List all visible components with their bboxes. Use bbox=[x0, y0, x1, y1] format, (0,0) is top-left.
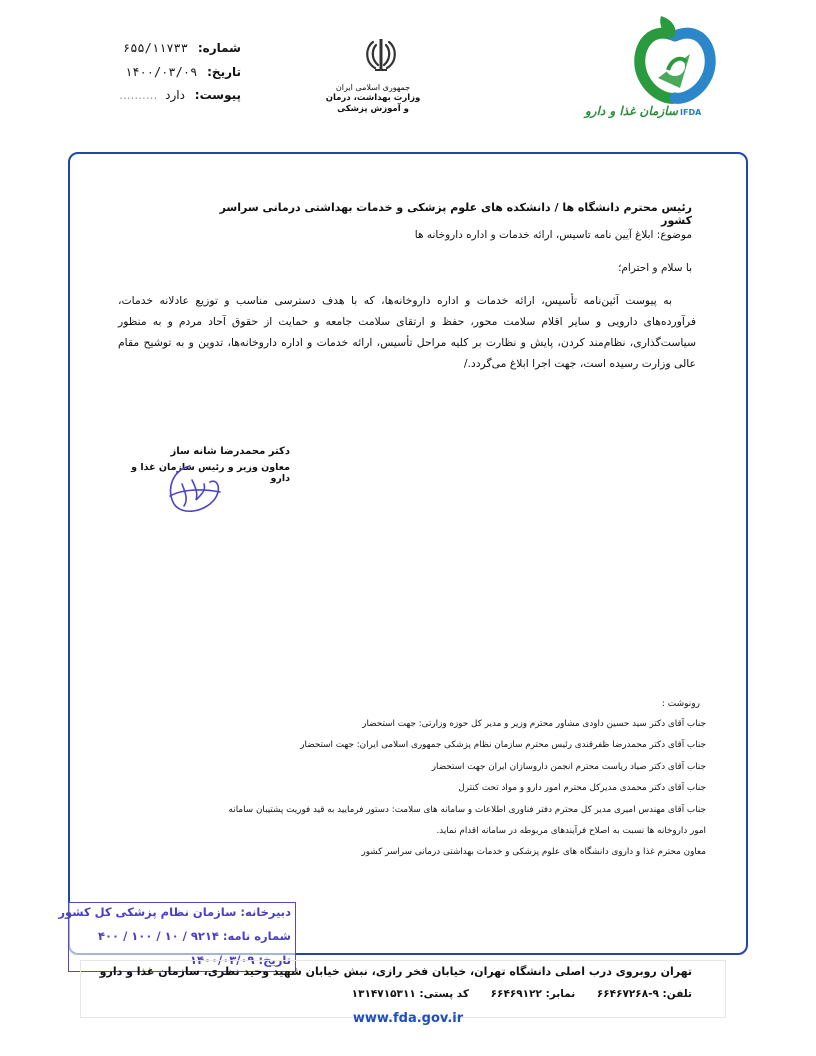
fda-logo-icon bbox=[628, 14, 722, 108]
letter-date-row bbox=[125, 65, 241, 79]
stamp-secretariat: دبیرخانه: سازمان نظام پزشکی کل کشور bbox=[58, 905, 291, 919]
letter-body: به پیوست آئین‌نامه تأسیس، ارائه خدمات و اداره داروخانه‌ها، که با هدف دسترسی مناسب و توزیع عادلانه خدمات، فرآورده‌های دارویی و سایر اقلام سلامت محور، حفظ و ارتقای سلامت جامعه و حمایت از حقوق آحاد مردم و به منظور سیاست‌گذاری، نظام‌مند کردن، پایش و نظارت بر کلیه مراحل تأسیس، ارائه خدمات و اداره داروخانه‌ها، تدوین و به توشیح مقام عالی وزارت رسیده است، جهت اجرا ابلاغ می‌گردد./ bbox=[118, 294, 696, 370]
cc-item: جناب آقای دکتر محمدرضا ظفرقندی رئیس محترم سازمان نظام پزشکی جمهوری اسلامی ایران: جهت استحضار bbox=[300, 740, 706, 751]
cc-item: امور داروخانه ها نسبت به اصلاح فرآیندهای مربوطه در سامانه اقدام نماید. bbox=[436, 826, 706, 837]
stamp-letter-number: شماره نامه: ۹۲۱۴ / ۱۰ / ۱۰۰ / ۴۰۰ bbox=[98, 929, 291, 943]
iran-emblem-icon bbox=[361, 36, 401, 74]
footer-address: تهران روبروی درب اصلی دانشگاه تهران، خیابان فخر رازی، نبش خیابان شهید وحید نظری، سازمان غذا و دارو bbox=[99, 965, 692, 978]
signer-title: معاون وزیر و رئیس سازمان غذا و دارو bbox=[131, 462, 290, 484]
attachment-dots: .......... bbox=[119, 88, 158, 102]
letter-number-label: شماره: bbox=[197, 41, 241, 55]
fda-abbr: IFDA bbox=[680, 108, 702, 117]
letter-number-row bbox=[123, 41, 241, 55]
ministry-line-2: و آموزش پزشکی bbox=[337, 104, 409, 114]
cc-title: رونوشت : bbox=[661, 699, 700, 709]
letter-attachment-row bbox=[119, 88, 241, 102]
letter-attachment-label: پیوست: bbox=[194, 88, 241, 102]
republic-name: جمهوری اسلامی ایران bbox=[335, 83, 411, 92]
letter-attachment-value: دارد bbox=[165, 88, 185, 102]
footer-phone: تلفن: ۹-۶۶۴۶۷۲۶۸ bbox=[596, 988, 692, 1000]
website-link[interactable]: www.fda.gov.ir bbox=[352, 1011, 464, 1026]
letter-date-value: ۱۴۰۰/۰۳/۰۹ bbox=[125, 65, 198, 79]
ministry-block bbox=[318, 82, 428, 115]
footer-postal-code: کد پستی: ۱۳۱۴۷۱۵۳۱۱ bbox=[351, 988, 469, 1000]
cc-item: جناب آقای دکتر محمدی مدیرکل محترم امور دارو و مواد تحت کنترل bbox=[458, 783, 706, 794]
footer-contact bbox=[334, 988, 692, 1000]
stamp-date: تاریخ: ۱۴۰۰/۰۳/۰۹ bbox=[189, 953, 291, 967]
cc-item: جناب آقای مهندس امیری مدیر کل محترم دفتر فناوری اطلاعات و سامانه های سلامت: دستور فرمایید به قید فوریت پشتیبان سامانه bbox=[228, 804, 706, 815]
letter-greeting: با سلام و احترام؛ bbox=[618, 262, 692, 274]
letter-number-value: ۶۵۵/۱۱۷۳۳ bbox=[122, 41, 189, 55]
signer-name: دکتر محمدرضا شانه ساز bbox=[170, 446, 290, 457]
footer-fax: نمابر: ۶۶۴۶۹۱۲۲ bbox=[490, 988, 576, 1000]
ministry-line-1: وزارت بهداشت، درمان bbox=[325, 93, 421, 103]
cc-item: جناب آقای دکتر صیاد ریاست محترم انجمن داروسازان ایران جهت استحضار bbox=[431, 761, 706, 772]
fda-name: سازمان غذا و دارو bbox=[585, 104, 678, 118]
cc-item: معاون محترم غذا و داروی دانشگاه های علوم پزشکی و خدمات بهداشتی درمانی سراسر کشور bbox=[361, 847, 706, 858]
letter-date-label: تاریخ: bbox=[207, 65, 241, 79]
cc-list bbox=[106, 714, 706, 864]
handwritten-signature bbox=[160, 460, 230, 516]
letter-addressee: رئیس محترم دانشگاه ها / دانشکده های علوم پزشکی و خدمات بهداشتی درمانی سراسر کشور bbox=[219, 201, 692, 227]
cc-item: جناب آقای دکتر سید حسین داودی مشاور محترم وزیر و مدیر کل حوزه وزارتی: جهت استحضار bbox=[362, 719, 706, 729]
letter-subject: موضوع: ابلاغ آیین نامه تاسیس، ارائه خدمات و اداره داروخانه ها bbox=[414, 229, 692, 241]
